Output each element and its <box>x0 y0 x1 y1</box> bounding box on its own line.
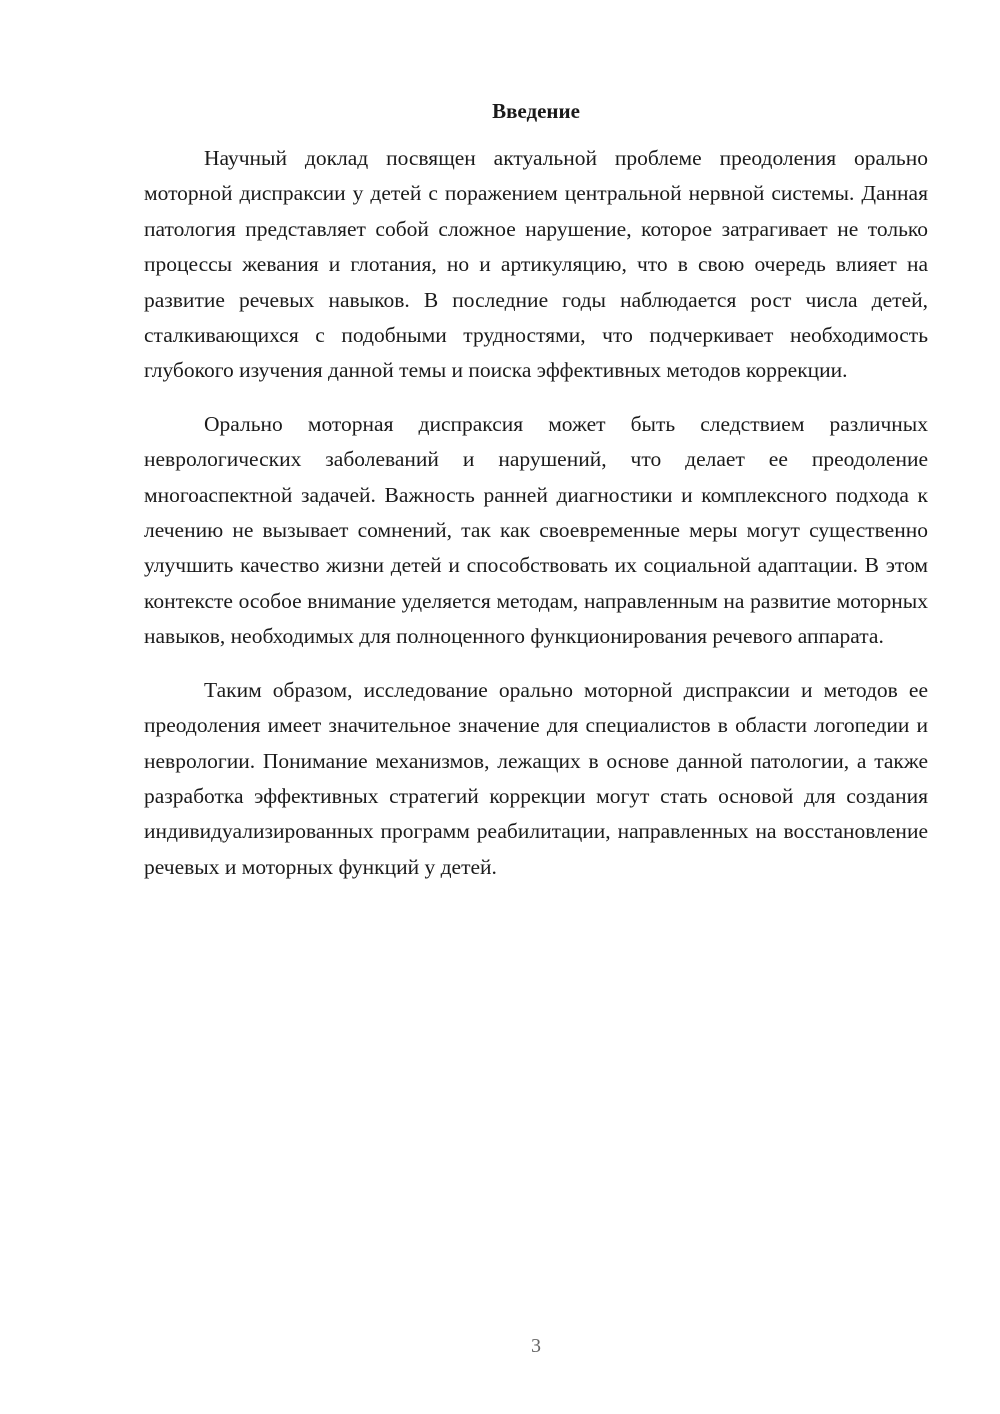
paragraph-3: Таким образом, исследование орально моторной диспраксии и методов ее преодоления имеет значительное значение для специалистов в области логопедии и неврологии. Понимание механизмов, лежащих в основе данной патологии, а также разработка эффективных стратегий коррекции могут стать основой для создания индивидуализированных программ реабилитации, направленных на восстановление речевых и моторных функций у детей. <box>144 677 928 879</box>
page-number: 3 <box>531 1335 541 1357</box>
section-heading: Введение <box>492 99 580 123</box>
paragraph-2: Орально моторная диспраксия может быть следствием различных неврологических заболеваний и нарушений, что делает ее преодоление многоаспектной задачей. Важность ранней диагностики и комплексного подхода к лечению не вызывает сомнений, так как своевременные меры могут существенно улучшить качество жизни детей и способствовать их социальной адаптации. В этом контексте особое внимание уделяется методам, направленным на развитие моторных навыков, необходимых для полноценного функционирования речевого аппарата. <box>144 411 928 649</box>
body-text <box>144 141 928 903</box>
paragraph-1: Научный доклад посвящен актуальной проблеме преодоления орально моторной диспраксии у детей с поражением центральной нервной системы. Данная патология представляет собой сложное нарушение, которое затрагивает не только процессы жевания и глотания, но и артикуляцию, что в свою очередь влияет на развитие речевых навыков. В последние годы наблюдается рост числа детей, сталкивающихся с подобными трудностями, что подчеркивает необходимость глубокого изучения данной темы и поиска эффективных методов коррекции. <box>144 146 928 383</box>
